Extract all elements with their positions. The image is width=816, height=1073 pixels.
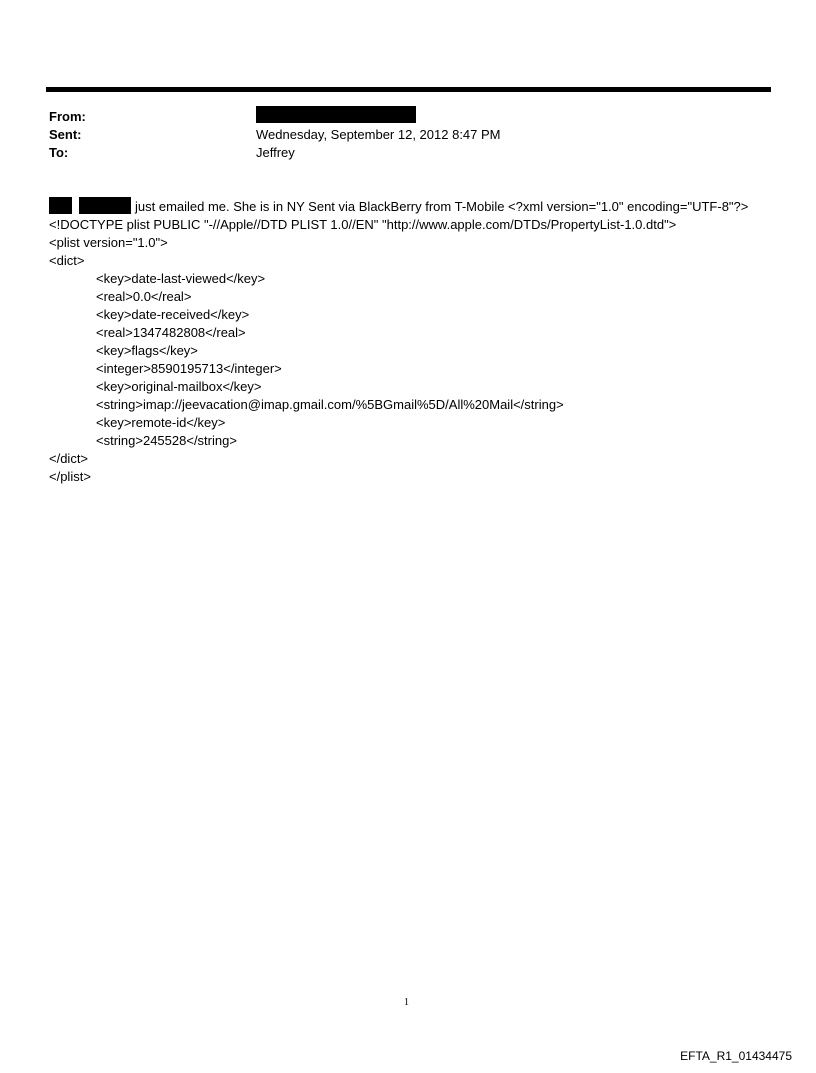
body-line: <key>original-mailbox</key> [96, 379, 262, 394]
body-line: <key>flags</key> [96, 343, 198, 358]
body-line: <integer>8590195713</integer> [96, 361, 282, 376]
body-line: <dict> [49, 253, 85, 268]
body-line: <plist version="1.0"> [49, 235, 168, 250]
body-line: <key>date-received</key> [96, 307, 250, 322]
to-label: To: [49, 145, 69, 160]
body-line: <!DOCTYPE plist PUBLIC "-//Apple//DTD PLIST 1.0//EN" "http://www.apple.com/DTDs/PropertyList-1.0.dtd"> [49, 217, 677, 232]
bates-number: EFTA_R1_01434475 [680, 1049, 792, 1063]
name-redaction-1 [49, 197, 72, 214]
body-line: <real>0.0</real> [96, 289, 192, 304]
page-number: 1 [404, 997, 409, 1008]
body-line: </plist> [49, 469, 91, 484]
header-rule [46, 87, 771, 92]
to-value: Jeffrey [256, 145, 295, 160]
body-first-line: just emailed me. She is in NY Sent via BlackBerry from T-Mobile <?xml version="1.0" encoding="UTF-8"?> [135, 199, 749, 214]
body-line: <string>imap://jeevacation@imap.gmail.com/%5BGmail%5D/All%20Mail</string> [96, 397, 564, 412]
body-line: </dict> [49, 451, 89, 466]
from-label: From: [49, 109, 86, 124]
body-line: <key>date-last-viewed</key> [96, 271, 266, 286]
body-line: <string>245528</string> [96, 433, 237, 448]
sent-label: Sent: [49, 127, 82, 142]
name-redaction-2 [79, 197, 131, 214]
from-redaction [256, 106, 416, 123]
sent-value: Wednesday, September 12, 2012 8:47 PM [256, 127, 501, 142]
body-line: <key>remote-id</key> [96, 415, 226, 430]
body-line: <real>1347482808</real> [96, 325, 246, 340]
